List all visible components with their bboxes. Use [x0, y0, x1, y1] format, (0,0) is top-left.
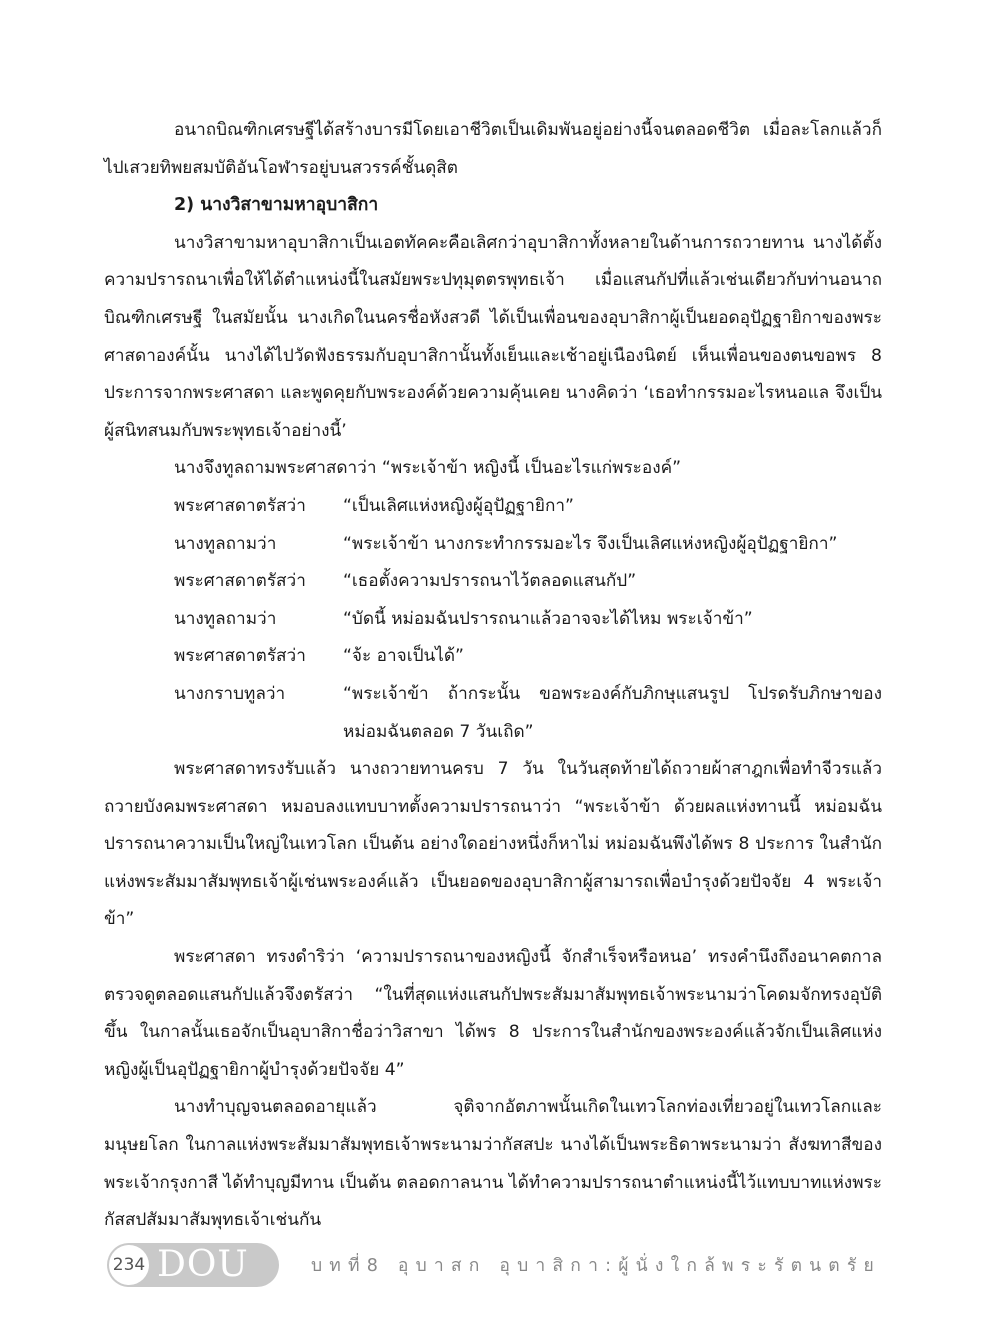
dialog-text: “พระเจ้าข้า ถ้ากระนั้น ขอพระองค์กับภิกษุแสนรูป โปรดรับภิกษาของหม่อมฉันตลอด 7 วันเถิด”: [343, 683, 882, 742]
paragraph: นางทำบุญจนตลอดอายุแล้ว จุติจากอัตภาพนั้นเกิดในเทวโลกท่องเที่ยวอยู่ในเทวโลกและมนุษยโลก ในกาลแห่งพระสัมมาสัมพุทธเจ้าพระนามว่ากัสสปะ นางได้เป็นพระธิดาพระนามว่า สังฆทาสีของพระเจ้ากรุงกาสี ได้ทำบุญมีทาน เป็นต้น ตลอดกาลนาน ได้ทำความปรารถนาตำแหน่งนี้ไว้แทบบาทแห่งพระกัสสปสัมมาสัมพุทธเจ้าเช่นกัน: [104, 1097, 882, 1231]
dou-logo: DOU: [157, 1244, 249, 1285]
chapter-title: บทที่8 อุบาสก อุบาสิกา:ผู้นั่งใกล้พระรัตนตรัย: [311, 1256, 881, 1276]
page-number: 234: [109, 1245, 149, 1285]
page-badge: [107, 1243, 279, 1287]
dialog-row: [104, 638, 882, 676]
paragraph: พระศาสดา ทรงดำริว่า ‘ความปรารถนาของหญิงนี้ จักสำเร็จหรือหนอ’ ทรงคำนึงถึงอนาคตกาลตรวจดูตลอดแสนกัปแล้วจึงตรัสว่า “ในที่สุดแห่งแสนกัปพระสัมมาสัมพุทธเจ้าพระนามว่าโคดมจักทรงอุบัติขึ้น ในกาลนั้นเธอจักเป็นอุบาสิกาชื่อว่าวิสาขา ได้พร 8 ประการในสำนักของพระองค์แล้วจักเป็นเลิศแห่งหญิงผู้เป็นอุปัฏฐายิกาผู้บำรุงด้วยปัจจัย 4”: [104, 947, 882, 1080]
dialog-text: “บัดนี้ หม่อมฉันปรารถนาแล้วอาจจะได้ไหม พระเจ้าข้า”: [343, 608, 753, 629]
dialog-speaker: นางทูลถามว่า: [174, 533, 277, 554]
dialog-intro: นางจึงทูลถามพระศาสดาว่า “พระเจ้าข้า หญิงนี้ เป็นอะไรแก่พระองค์”: [174, 458, 682, 479]
paragraph: อนาถบิณฑิกเศรษฐีได้สร้างบารมีโดยเอาชีวิตเป็นเดิมพันอยู่อย่างนี้จนตลอดชีวิต เมื่อละโลกแล้วก็ไปเสวยทิพยสมบัติอันโอฬารอยู่บนสวรรค์ชั้นดุสิต: [104, 120, 882, 178]
dialog-speaker: พระศาสดาตรัสว่า: [174, 495, 306, 516]
dialog-speaker: พระศาสดาตรัสว่า: [174, 646, 306, 667]
dialog-text: “เธอตั้งความปรารถนาไว้ตลอดแสนกัป”: [343, 571, 637, 592]
page-body: [104, 112, 882, 1240]
paragraph: นางวิสาขามหาอุบาสิกาเป็นเอตทัคคะคือเลิศกว่าอุบาสิกาทั้งหลายในด้านการถวายทาน นางได้ตั้งความปรารถนาเพื่อให้ได้ตำแหน่งนี้ในสมัยพระปทุมุตตรพุทธเจ้า เมื่อแสนกัปที่แล้วเช่นเดียวกับท่านอนาถบิณฑิกเศรษฐี ในสมัยนั้น นางเกิดในนครชื่อหังสวดี ได้เป็นเพื่อนของอุบาสิกาผู้เป็นยอดอุปัฏฐายิกาของพระศาสดาองค์นั้น นางได้ไปวัดฟังธรรมกับอุบาสิกานั้นทั้งเย็นและเช้าอยู่เนืองนิตย์ เห็นเพื่อนของตนขอพร 8 ประการจากพระศาสดา และพูดคุยกับพระองค์ด้วยความคุ้นเคย นางคิดว่า ‘เธอทำกรรมอะไรหนอแล จึงเป็นผู้สนิทสนมกับพระพุทธเจ้าอย่างนี้’: [104, 232, 882, 441]
dialog-speaker: นางทูลถามว่า: [174, 608, 277, 629]
dialog-speaker: นางกราบทูลว่า: [174, 683, 286, 704]
dialog-row: [104, 526, 882, 564]
dialog-text: “จ้ะ อาจเป็นได้”: [343, 646, 464, 667]
dialog-row: [104, 676, 882, 751]
paragraph: พระศาสดาทรงรับแล้ว นางถวายทานครบ 7 วัน ในวันสุดท้ายได้ถวายผ้าสาฎกเพื่อทำจีวรแล้วถวายบังคมพระศาสดา หมอบลงแทบบาทตั้งความปรารถนาว่า “พระเจ้าข้า ด้วยผลแห่งทานนี้ หม่อมฉันปรารถนาความเป็นใหญ่ในเทวโลก เป็นต้น อย่างใดอย่างหนึ่งก็หาไม่ หม่อมฉันพึงได้พร 8 ประการ ในสำนักแห่งพระสัมมาสัมพุทธเจ้าผู้เช่นพระองค์แล้ว เป็นยอดของอุบาสิกาผู้สามารถเพื่อบำรุงด้วยปัจจัย 4 พระเจ้าข้า”: [104, 759, 882, 930]
dialog-text: “เป็นเลิศแห่งหญิงผู้อุปัฏฐายิกา”: [343, 495, 574, 516]
section-heading: 2) นางวิสาขามหาอุบาสิกา: [174, 195, 379, 216]
dialog-speaker: พระศาสดาตรัสว่า: [174, 571, 306, 592]
dialog-block: [104, 488, 882, 751]
dialog-row: [104, 601, 882, 639]
page-footer: [107, 1242, 881, 1288]
dialog-row: [104, 563, 882, 601]
dialog-text: “พระเจ้าข้า นางกระทำกรรมอะไร จึงเป็นเลิศแห่งหญิงผู้อุปัฏฐายิกา”: [343, 533, 838, 554]
dialog-row: [104, 488, 882, 526]
